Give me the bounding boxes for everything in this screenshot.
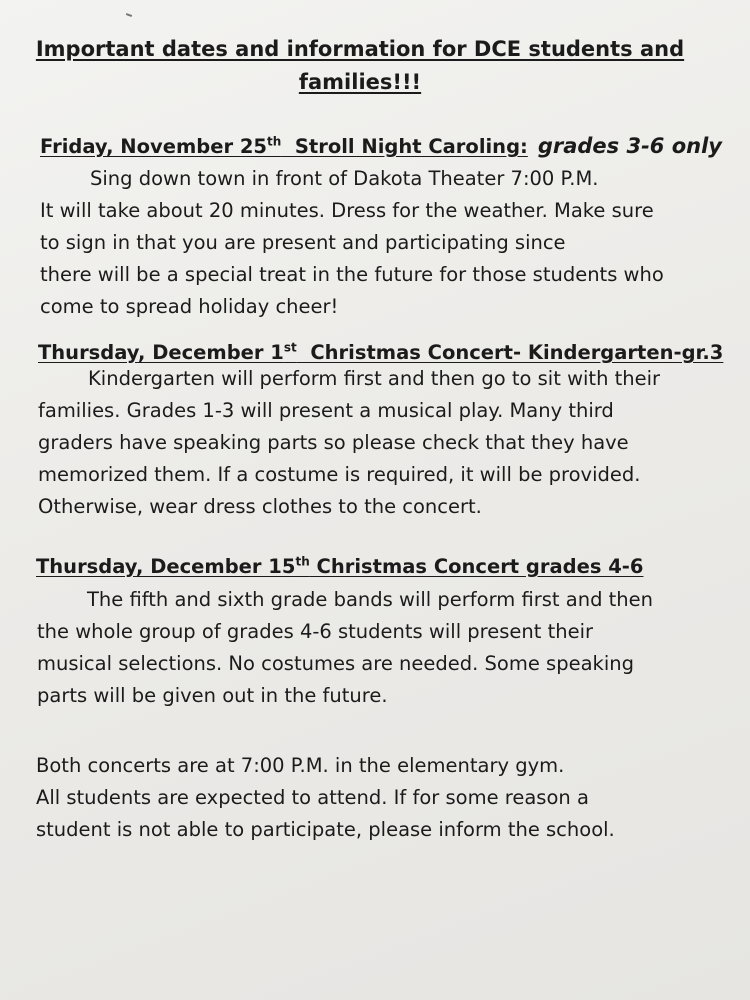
body-line: come to spread holiday cheer! <box>40 295 339 318</box>
body-line: The fifth and sixth grade bands will perform first and then <box>87 588 654 611</box>
body-line: parts will be given out in the future. <box>37 684 388 707</box>
closing-paragraph <box>36 750 615 846</box>
body-line: Otherwise, wear dress clothes to the concert. <box>38 495 482 518</box>
heading-ordinal: th <box>295 554 310 569</box>
section-body-stroll-night <box>40 163 664 323</box>
closing-line: All students are expected to attend. If for some reason a <box>36 786 589 809</box>
body-line: to sign in that you are present and participating since <box>40 231 566 254</box>
section-heading-concert-4-6 <box>36 554 643 580</box>
closing-line: Both concerts are at 7:00 P.M. in the elementary gym. <box>36 754 565 777</box>
section-heading-stroll-night <box>40 133 722 160</box>
heading-ordinal: th <box>266 134 282 149</box>
body-line: families. Grades 1-3 will present a musical play. Many third <box>38 399 614 422</box>
heading-event: Christmas Concert grades 4-6 <box>309 555 644 578</box>
title-line-1: Important dates and information for DCE students and <box>35 37 685 61</box>
section-body-concert-4-6 <box>37 584 653 712</box>
closing-line: student is not able to participate, please inform the school. <box>36 818 615 841</box>
body-line: memorized them. If a costume is required, it will be provided. <box>38 463 641 486</box>
heading-date: Thursday, December 1 <box>38 341 284 364</box>
heading-date: Friday, November 25 <box>40 135 267 158</box>
title-line-2: families!!! <box>298 70 422 94</box>
body-line: It will take about 20 minutes. Dress for the weather. Make sure <box>40 199 654 222</box>
page-title <box>30 33 690 99</box>
heading-event: Stroll Night Caroling: <box>281 135 528 158</box>
body-line: graders have speaking parts so please check that they have <box>38 431 629 454</box>
section-body-concert-k3 <box>38 363 660 523</box>
heading-date: Thursday, December 15 <box>36 555 296 578</box>
heading-grades-note: grades 3-6 only <box>537 134 722 158</box>
body-line: the whole group of grades 4-6 students will present their <box>37 620 594 643</box>
heading-ordinal: st <box>283 340 297 355</box>
body-line: musical selections. No costumes are needed. Some speaking <box>37 652 634 675</box>
body-line: there will be a special treat in the future for those students who <box>40 263 664 286</box>
body-line: Sing down town in front of Dakota Theater 7:00 P.M. <box>90 167 599 190</box>
paper-mark <box>126 13 132 17</box>
body-line: Kindergarten will perform first and then go to sit with their <box>88 367 661 390</box>
heading-event: Christmas Concert- Kindergarten-gr.3 <box>296 341 724 364</box>
